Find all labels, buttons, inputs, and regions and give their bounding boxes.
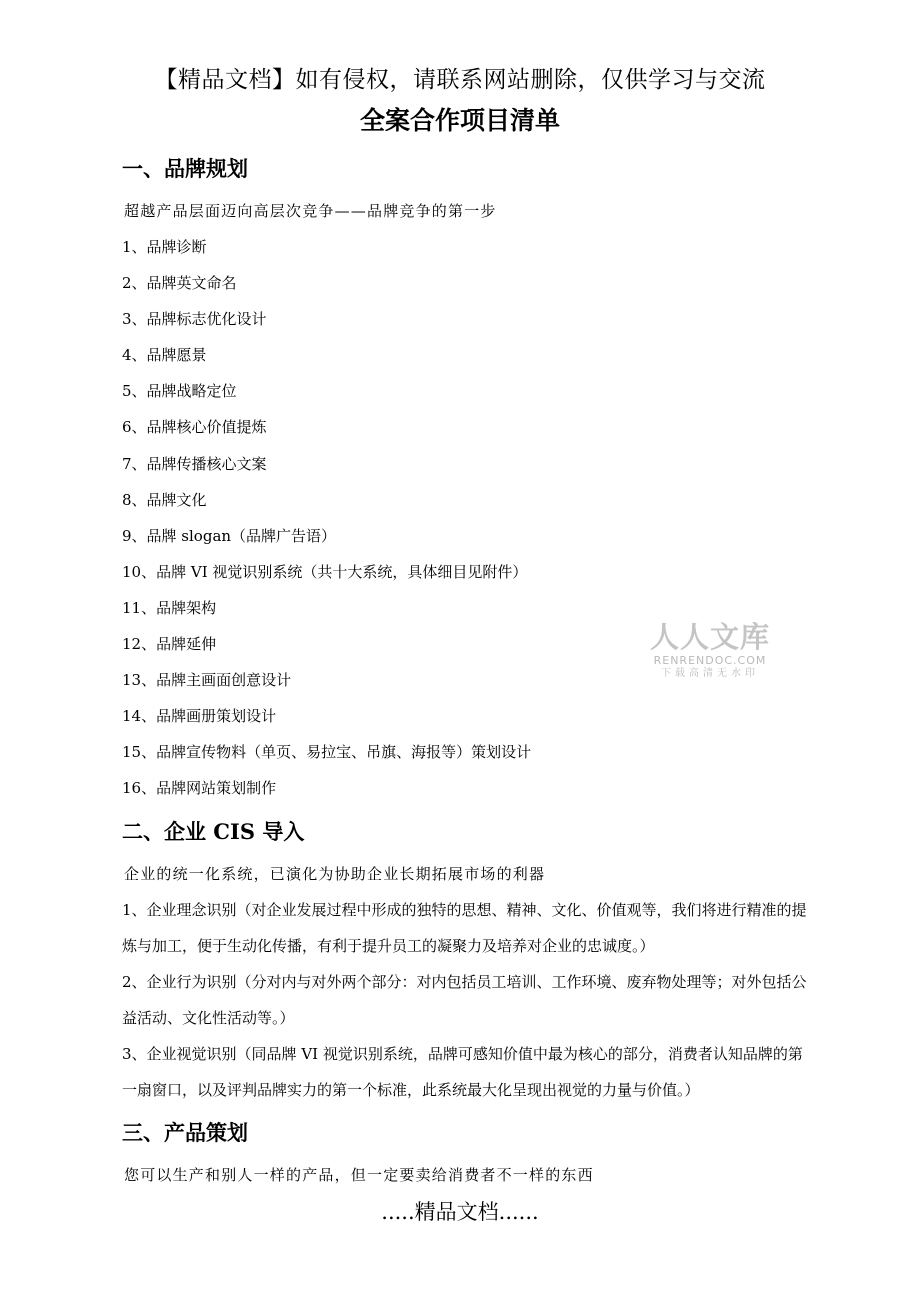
- copyright-notice: 【精品文档】如有侵权，请联系网站删除，仅供学习与交流: [154, 67, 766, 93]
- watermark-logo: 人人文库: [649, 620, 770, 654]
- section-tagline: 您可以生产和别人一样的产品，但一定要卖给消费者不一样的东西: [124, 1166, 594, 1184]
- footer-label: .....精品文档......: [381, 1200, 539, 1224]
- list-item: 11、品牌架构: [122, 598, 217, 617]
- section-heading-cis: 二、企业 CIS 导入: [122, 819, 305, 844]
- section-tagline: 企业的统一化系统，已演化为协助企业长期拓展市场的利器: [124, 865, 546, 883]
- cis-list: [122, 892, 810, 1108]
- list-item: 6、品牌核心价值提炼: [122, 418, 267, 437]
- list-item: 15、品牌宣传物料（单页、易拉宝、吊旗、海报等）策划设计: [122, 743, 532, 762]
- list-item: 5、品牌战略定位: [122, 382, 237, 401]
- list-item: 8、品牌文化: [122, 490, 207, 509]
- section-tagline: 超越产品层面迈向高层次竞争——品牌竞争的第一步: [124, 202, 497, 220]
- list-item: 13、品牌主画面创意设计: [122, 671, 292, 690]
- brand-planning-list: [122, 236, 531, 814]
- list-item: 3、企业视觉识别（同品牌 VI 视觉识别系统，品牌可感知价值中最为核心的部分，消费者认知品牌的第一扇窗口，以及评判品牌实力的第一个标准，此系统最大化呈现出视觉的力量与价值。）: [122, 1045, 803, 1099]
- list-item: 16、品牌网站策划制作: [122, 779, 277, 798]
- watermark-subtitle: 下载高清无水印: [661, 668, 759, 679]
- list-item: 2、企业行为识别（分对内与对外两个部分：对内包括员工培训、工作环境、废弃物处理等；对外包括公益活动、文化性活动等。）: [122, 973, 807, 1027]
- list-item: 1、企业理念识别（对企业发展过程中形成的独特的思想、精神、文化、价值观等，我们将进行精准的提炼与加工，便于生动化传播，有利于提升员工的凝聚力及培养对企业的忠诚度。）: [122, 901, 807, 955]
- list-item: 3、品牌标志优化设计: [122, 310, 267, 329]
- list-item: 7、品牌传播核心文案: [122, 454, 267, 473]
- list-item: 9、品牌 slogan（品牌广告语）: [122, 526, 337, 545]
- list-item: 12、品牌延伸: [122, 635, 217, 654]
- document-title: 全案合作项目清单: [359, 106, 560, 135]
- list-item: 1、品牌诊断: [122, 238, 207, 256]
- watermark: [645, 620, 775, 681]
- section-heading-product-planning: 三、产品策划: [122, 1120, 248, 1145]
- section-heading-brand-planning: 一、品牌规划: [122, 156, 248, 181]
- watermark-url: RENRENDOC.COM: [653, 654, 767, 667]
- list-item: 4、品牌愿景: [122, 346, 207, 365]
- list-item: 14、品牌画册策划设计: [122, 707, 277, 726]
- list-item: 2、品牌英文命名: [122, 274, 237, 293]
- list-item: 10、品牌 VI 视觉识别系统（共十大系统，具体细目见附件）: [122, 562, 528, 581]
